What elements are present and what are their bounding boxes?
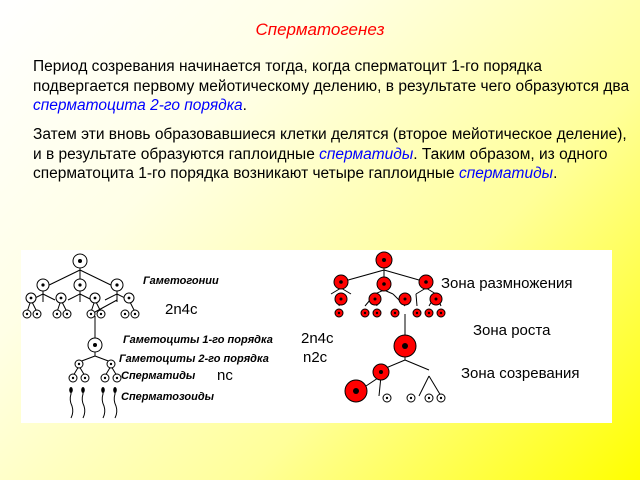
paragraph1-text2: .	[242, 97, 247, 114]
term-spermatids-1: сперматиды	[319, 145, 414, 163]
paragraph-maturation	[33, 57, 633, 116]
label-zone-reproduction: Зона размножения	[441, 275, 573, 292]
left-spermatozoa	[70, 390, 117, 418]
label-ploidy-n2c: n2c	[303, 349, 328, 366]
term-spermatocyte-2: сперматоцита 2-го порядка	[33, 97, 243, 114]
label-zone-maturation: Зона созревания	[461, 365, 580, 382]
term-spermatids-2: сперматиды	[458, 165, 554, 182]
label-spermatids: Сперматиды	[121, 370, 196, 382]
paragraph-division	[33, 125, 633, 184]
paragraph2-text1: Затем эти вновь образовавшиеся клетки делятся (второе мейотическое деление), и в результате образуются гаплоидные	[33, 126, 627, 163]
page-title: Сперматогенез	[255, 20, 385, 39]
label-gametogonia: Гаметогонии	[143, 275, 219, 287]
label-ploidy-2n4c: 2n4c	[165, 301, 198, 318]
right-small-cells	[383, 394, 445, 402]
label-ploidy-2n4c-b: 2n4c	[301, 330, 334, 347]
right-cells	[334, 252, 445, 402]
label-spermatozoa: Сперматозоиды	[121, 391, 215, 403]
label-ploidy-nc: nc	[217, 367, 233, 384]
label-gametocytes-2: Гаметоциты 2-го порядка	[119, 353, 269, 365]
diagram-panel	[21, 250, 612, 423]
paragraph1-text1: Период созревания начинается тогда, когда сперматоцит 1-го порядка подвергается первому мейотическому делению, в результате чего образуются два	[33, 58, 630, 95]
spermatogenesis-diagram	[21, 250, 612, 423]
paragraph2-text2: . Таким образом, из одного сперматоцита 1-го порядка возникают четыре гаплоидные	[33, 145, 608, 182]
label-zone-growth: Зона роста	[473, 322, 551, 339]
left-spermatozoa-heads	[69, 387, 117, 393]
label-gametocytes-1: Гаметоциты 1-го порядка	[123, 334, 273, 346]
paragraph2-text3: .	[553, 165, 558, 182]
